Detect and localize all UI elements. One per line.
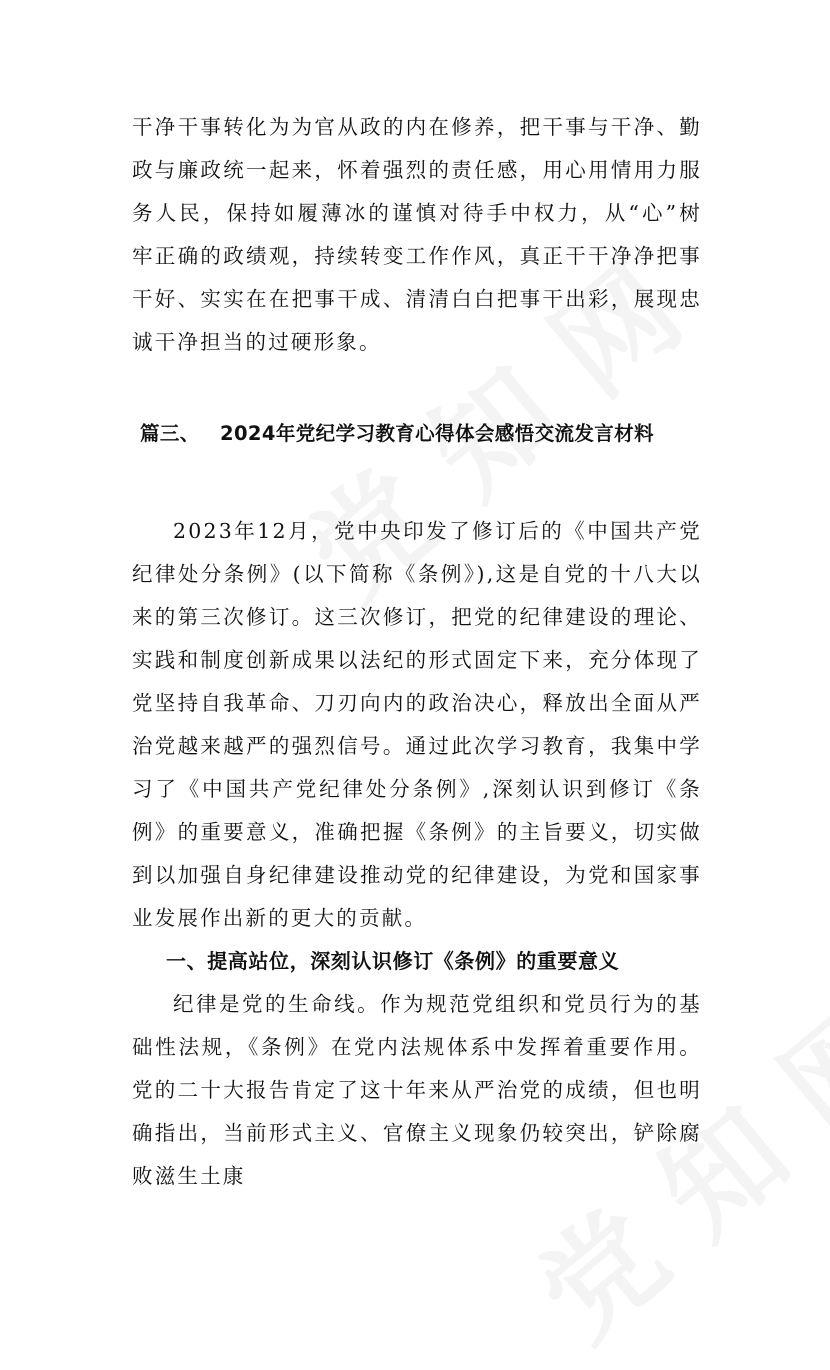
- section-title: 2024年党纪学习教育心得体会感悟交流发言材料: [220, 422, 654, 445]
- paragraph-sub-body: 纪律是党的生命线。作为规范党组织和党员行为的基础性法规，《条例》在党内法规体系中发挥着重要作用。党的二十大报告肯定了这十年来从严治党的成绩，但也明确指出，当前形式主义、官僚主义现象仍较突出，铲除腐败滋生土康: [132, 992, 702, 1188]
- spacer: [132, 454, 702, 510]
- section-number: 篇三、: [140, 422, 200, 445]
- document-body: [132, 106, 702, 1198]
- paragraph-intro-continuation: 干净干事转化为为官从政的内在修养，把干事与干净、勤政与廉政统一起来，怀着强烈的责任感，用心用情用力服务人民，保持如履薄冰的谨慎对待手中权力，从“心”树牢正确的政绩观，持续转变工作作风，真正干干净净把事干好、实实在在把事干成、清清白白把事干出彩，展现忠诚干净担当的过硬形象。: [132, 115, 702, 354]
- paragraph-section-body: 2023年12月，党中央印发了修订后的《中国共产党纪律处分条例》(以下简称《条例》),这是自党的十八大以来的第三次修订。这三次修订，把党的纪律建设的理论、实践和制度创新成果以法纪的形式固定下来，充分体现了党坚持自我革命、刀刃向内的政治决心，释放出全面从严治党越来越严的强烈信号。通过此次学习教育，我集中学习了《中国共产党纪律处分条例》,深刻认识到修订《条例》的重要意义，准确把握《条例》的主旨要义，切实做到以加强自身纪律建设推动党的纪律建设，为党和国家事业发展作出新的更大的贡献。: [132, 519, 702, 930]
- sub-heading: 一、提高站位，深刻认识修订《条例》的重要意义: [166, 949, 620, 973]
- section-heading: [140, 414, 702, 454]
